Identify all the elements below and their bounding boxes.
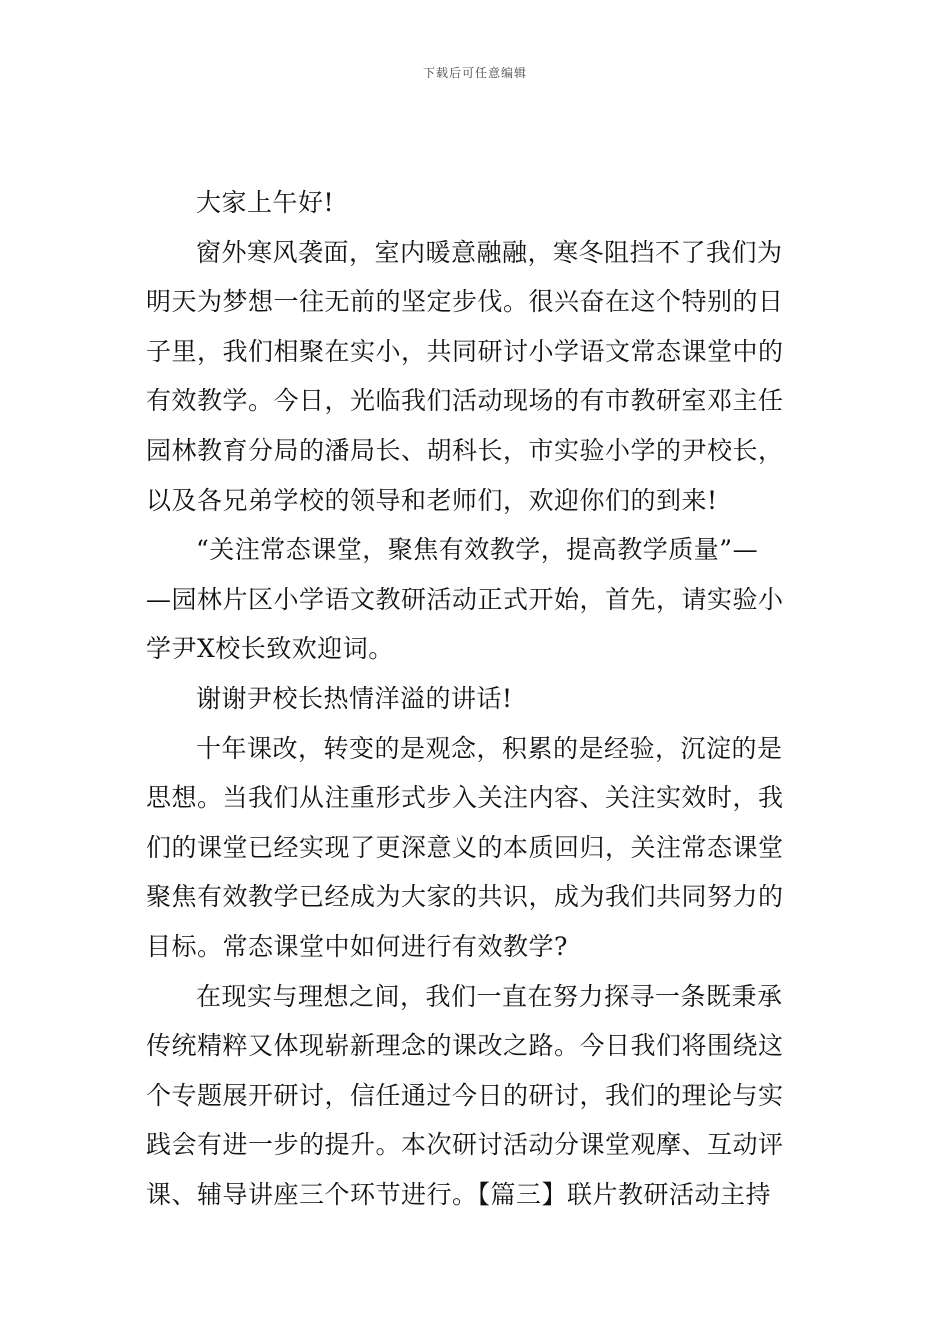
text-line: 目标。常态课堂中如何进行有效教学? <box>146 931 568 961</box>
text-line: 课、辅导讲座三个环节进行。【篇三】联片教研活动主持 <box>146 1179 772 1209</box>
text-line: 践会有进一步的提升。本次研讨活动分课堂观摩、互动评 <box>146 1130 784 1160</box>
page-header: 下载后可任意编辑 <box>422 66 527 80</box>
text-line: 思想。当我们从注重形式步入关注内容、关注实效时，我 <box>146 783 784 813</box>
text-line: 个专题展开研讨，信任通过今日的研讨，我们的理论与实 <box>146 1080 784 1110</box>
text-line: 谢谢尹校长热情洋溢的讲话! <box>196 683 513 713</box>
text-line: 在现实与理想之间，我们一直在努力探寻一条既秉承 <box>196 981 783 1011</box>
text-line: 们的课堂已经实现了更深意义的本质回归，关注常态课堂 <box>146 832 784 862</box>
text-line: 有效教学。今日，光临我们活动现场的有市教研室邓主任 <box>146 386 784 416</box>
text-line: 子里，我们相聚在实小，共同研讨小学语文常态课堂中的 <box>146 336 784 366</box>
text-line: —园林片区小学语文教研活动正式开始，首先，请实验小 <box>146 584 784 614</box>
text-line: 聚焦有效教学已经成为大家的共识，成为我们共同努力的 <box>146 882 784 912</box>
text-line: 传统精粹又体现崭新理念的课改之路。今日我们将围绕这 <box>146 1031 784 1061</box>
document-body <box>146 178 810 1219</box>
text-line: 大家上午好! <box>196 188 335 217</box>
text-line: 十年课改，转变的是观念，积累的是经验，沉淀的是 <box>196 733 783 763</box>
text-line: 明天为梦想一往无前的坚定步伐。很兴奋在这个特别的日 <box>146 287 784 317</box>
text-line: 以及各兄弟学校的领导和老师们，欢迎你们的到来! <box>146 485 718 515</box>
text-line: “关注常态课堂，聚焦有效教学，提高教学质量”— <box>196 535 759 565</box>
text-line: 窗外寒风袭面，室内暖意融融，寒冬阻挡不了我们为 <box>196 237 783 267</box>
text-line: 园林教育分局的潘局长、胡科长，市实验小学的尹校长， <box>146 435 784 465</box>
text-line: 学尹X校长致欢迎词。 <box>146 634 394 664</box>
